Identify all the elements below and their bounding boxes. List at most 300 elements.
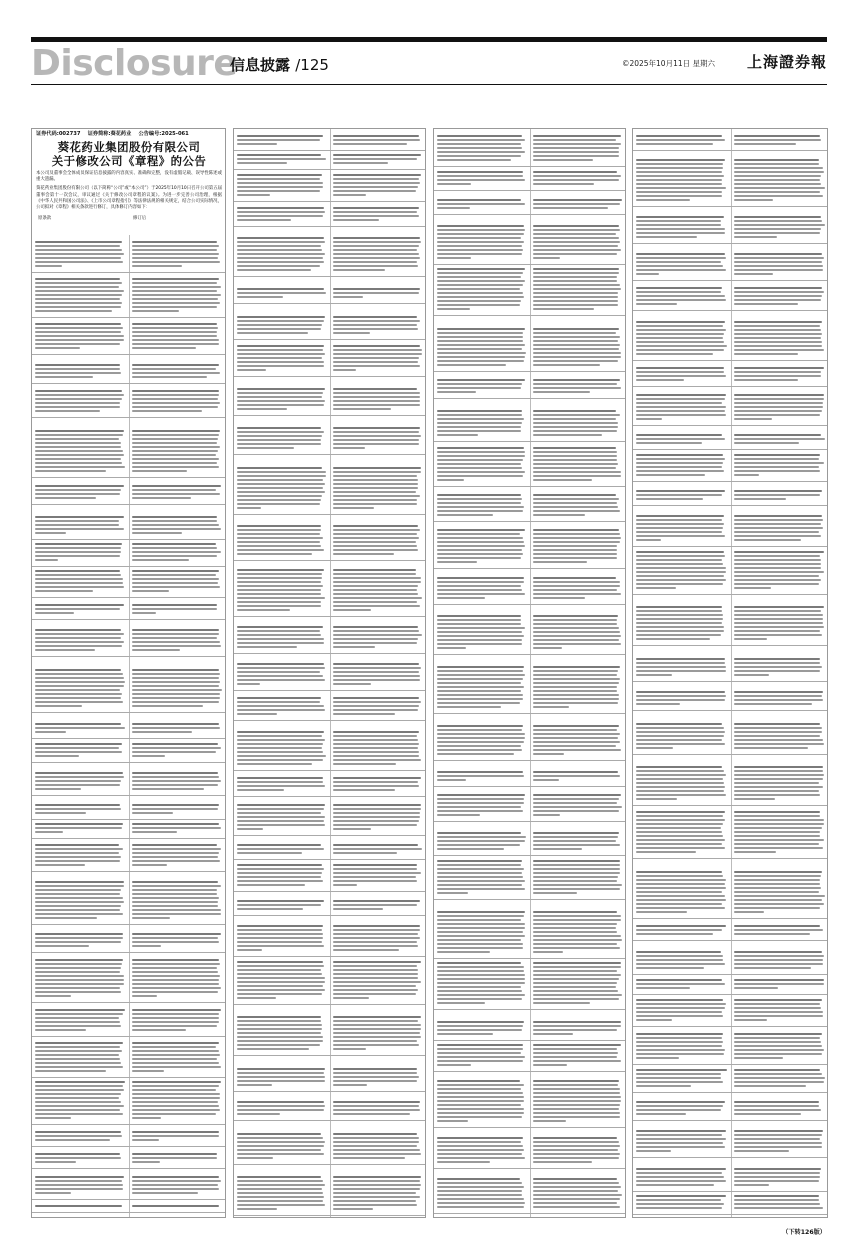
text-line — [333, 683, 371, 685]
text-line — [132, 570, 219, 572]
text-line — [132, 1153, 217, 1155]
clause-divider — [633, 360, 827, 361]
text-line — [734, 831, 820, 833]
text-line — [636, 375, 726, 377]
text-line — [437, 1029, 522, 1031]
text-line — [35, 723, 121, 725]
text-line — [734, 891, 819, 893]
text-line — [132, 1139, 159, 1141]
text-line — [35, 434, 123, 436]
text-line — [437, 589, 522, 591]
text-line — [333, 945, 418, 947]
text-line — [237, 581, 321, 583]
text-line — [734, 766, 823, 768]
text-line — [437, 627, 525, 629]
text-line — [333, 1032, 420, 1034]
text-line — [35, 555, 120, 557]
text-line — [533, 974, 621, 976]
text-line — [35, 516, 124, 518]
text-line — [533, 475, 621, 477]
text-line — [734, 333, 822, 335]
text-line — [533, 581, 620, 583]
text-line — [237, 1149, 321, 1151]
text-line — [437, 802, 524, 804]
text-line — [132, 327, 218, 329]
text-line — [437, 344, 525, 346]
text-line — [533, 328, 619, 330]
text-line — [437, 171, 523, 173]
text-line — [734, 1199, 819, 1201]
text-line — [533, 775, 620, 777]
text-line — [636, 1077, 721, 1079]
text-line — [437, 919, 521, 921]
text-line — [333, 789, 395, 791]
text-line — [35, 458, 121, 460]
text-line — [734, 1180, 819, 1182]
text-line — [333, 824, 417, 826]
text-line — [437, 880, 525, 882]
text-line — [237, 1072, 324, 1074]
text-line — [437, 994, 525, 996]
text-line — [437, 990, 522, 992]
text-line — [35, 1029, 86, 1031]
text-line — [333, 1040, 417, 1042]
text-line — [132, 394, 219, 396]
text-line — [734, 911, 764, 913]
text-line — [734, 135, 820, 137]
text-line — [636, 695, 726, 697]
text-line — [35, 831, 63, 833]
text-line — [636, 571, 726, 573]
text-line — [636, 847, 725, 849]
text-line — [35, 574, 121, 576]
text-line — [333, 933, 418, 935]
clause-divider — [234, 891, 425, 892]
text-line — [35, 1180, 122, 1182]
text-line — [132, 1085, 219, 1087]
text-line — [333, 431, 419, 433]
text-line — [533, 1149, 618, 1151]
text-line — [333, 447, 365, 449]
text-line — [333, 537, 419, 539]
text-line — [132, 604, 217, 606]
text-line — [237, 683, 260, 685]
text-line — [533, 561, 587, 563]
text-line — [636, 1138, 726, 1140]
text-line — [533, 344, 620, 346]
text-line — [333, 1068, 417, 1070]
text-line — [35, 590, 93, 592]
clause-divider — [32, 656, 225, 657]
text-line — [533, 927, 616, 929]
text-line — [734, 903, 824, 905]
text-line — [533, 639, 619, 641]
masthead — [31, 44, 827, 84]
text-line — [533, 868, 620, 870]
text-line — [237, 219, 291, 221]
announcement-intro: 本公司及董事会全体成员保证信息披露的内容真实、准确和完整，没有虚假记载、误导性陈述或重大遗漏。 — [36, 171, 222, 183]
text-line — [437, 978, 525, 980]
text-line — [437, 1084, 524, 1086]
text-line — [437, 249, 523, 251]
clause-divider — [434, 264, 625, 265]
text-line — [132, 454, 216, 456]
text-line — [237, 533, 320, 535]
text-line — [333, 345, 420, 347]
text-line — [533, 978, 619, 980]
text-line — [734, 454, 820, 456]
text-line — [237, 154, 321, 156]
text-line — [333, 785, 419, 787]
text-line — [35, 637, 121, 639]
text-line — [35, 897, 123, 899]
text-line — [734, 1037, 820, 1039]
text-line — [237, 541, 320, 543]
text-line — [333, 848, 422, 850]
text-line — [237, 1153, 324, 1155]
text-line — [636, 559, 722, 561]
text-line — [437, 585, 521, 587]
text-line — [636, 353, 713, 355]
text-line — [333, 135, 419, 137]
text-line — [437, 840, 525, 842]
text-line — [132, 881, 218, 883]
text-line — [734, 778, 823, 780]
text-line — [333, 573, 416, 575]
text-line — [437, 308, 470, 310]
clause-divider — [234, 859, 425, 860]
text-line — [636, 766, 722, 768]
text-line — [533, 1048, 617, 1050]
text-line — [533, 139, 616, 141]
text-line — [333, 601, 417, 603]
text-line — [533, 340, 618, 342]
clause-divider — [434, 371, 625, 372]
text-line — [333, 495, 420, 497]
text-line — [734, 494, 820, 496]
text-line — [533, 810, 619, 812]
text-line — [35, 402, 120, 404]
text-line — [533, 494, 616, 496]
text-line — [734, 143, 796, 145]
text-line — [35, 466, 125, 468]
text-line — [132, 310, 179, 312]
text-line — [237, 408, 287, 410]
text-line — [437, 418, 524, 420]
text-line — [132, 979, 219, 981]
text-line — [636, 291, 721, 293]
text-line — [35, 489, 121, 491]
clause-divider — [32, 566, 225, 567]
text-line — [533, 888, 620, 890]
text-line — [636, 1176, 724, 1178]
text-line — [132, 1089, 216, 1091]
text-line — [437, 179, 525, 181]
title-line-1: 葵花药业集团股份有限公司 — [57, 140, 201, 154]
text-line — [132, 649, 180, 651]
text-line — [533, 430, 617, 432]
text-line — [132, 909, 221, 911]
clause-divider — [633, 386, 827, 387]
text-line — [35, 967, 121, 969]
text-line — [533, 647, 562, 649]
text-line — [636, 257, 726, 259]
text-line — [237, 969, 321, 971]
text-line — [132, 723, 219, 725]
text-line — [636, 273, 659, 275]
text-line — [533, 840, 616, 842]
text-line — [636, 303, 677, 305]
text-line — [237, 864, 322, 866]
text-line — [237, 872, 322, 874]
text-line — [734, 622, 823, 624]
text-line — [533, 207, 608, 209]
text-line — [35, 430, 124, 432]
text-line — [533, 1100, 621, 1102]
clause-divider — [633, 681, 827, 682]
text-line — [636, 1101, 725, 1103]
text-line — [533, 943, 617, 945]
text-line — [132, 959, 219, 961]
text-line — [734, 410, 822, 412]
text-line — [132, 462, 217, 464]
clause-divider — [32, 477, 225, 478]
text-line — [734, 555, 820, 557]
text-line — [237, 431, 324, 433]
text-line — [132, 485, 221, 487]
text-line — [437, 451, 525, 453]
text-line — [734, 167, 823, 169]
text-line — [437, 771, 523, 773]
text-line — [132, 612, 156, 614]
text-line — [132, 1029, 186, 1031]
text-line — [636, 345, 727, 347]
text-line — [437, 1096, 524, 1098]
text-line — [533, 585, 620, 587]
text-line — [533, 471, 621, 473]
text-line — [132, 551, 221, 553]
clause-divider — [234, 720, 425, 721]
clause-divider — [434, 713, 625, 714]
text-line — [132, 1070, 164, 1072]
clause-divider — [633, 594, 827, 595]
text-line — [333, 353, 422, 355]
text-line — [237, 357, 322, 359]
text-line — [237, 937, 323, 939]
text-line — [533, 245, 618, 247]
text-line — [734, 1142, 822, 1144]
text-line — [636, 1045, 722, 1047]
text-line — [636, 743, 725, 745]
text-line — [636, 1015, 723, 1017]
text-line — [533, 463, 618, 465]
column-2 — [233, 128, 426, 1218]
text-line — [237, 211, 325, 213]
text-line — [237, 249, 322, 251]
text-line — [636, 747, 673, 749]
text-line — [636, 1033, 723, 1035]
text-line — [636, 955, 723, 957]
text-line — [636, 798, 677, 800]
text-line — [734, 735, 820, 737]
text-line — [333, 605, 420, 607]
text-line — [533, 455, 617, 457]
text-line — [636, 1109, 721, 1111]
clause-divider — [32, 1168, 225, 1169]
text-line — [636, 551, 724, 553]
text-line — [35, 394, 124, 396]
text-line — [437, 280, 525, 282]
text-line — [533, 348, 619, 350]
clause-divider — [32, 795, 225, 796]
text-line — [333, 1048, 366, 1050]
text-line — [533, 1060, 621, 1062]
text-line — [636, 839, 725, 841]
text-line — [237, 1188, 322, 1190]
text-line — [333, 981, 421, 983]
text-line — [636, 951, 721, 953]
text-line — [333, 288, 420, 290]
text-line — [734, 195, 823, 197]
text-line — [35, 582, 123, 584]
clause-divider — [434, 604, 625, 605]
text-line — [636, 883, 725, 885]
disclosure-logo: Disclosure — [31, 43, 238, 84]
text-line — [734, 662, 820, 664]
text-line — [437, 494, 521, 496]
text-line — [636, 1134, 722, 1136]
text-line — [533, 682, 619, 684]
text-line — [533, 627, 619, 629]
text-line — [237, 731, 324, 733]
text-line — [437, 498, 522, 500]
text-line — [437, 635, 524, 637]
text-line — [437, 1202, 525, 1204]
text-line — [636, 662, 725, 664]
text-line — [35, 629, 121, 631]
text-line — [132, 913, 221, 915]
clause-divider — [32, 1199, 225, 1200]
text-line — [333, 1072, 417, 1074]
clause-divider — [633, 150, 827, 151]
text-line — [237, 1076, 325, 1078]
clause-divider — [633, 1191, 827, 1192]
text-line — [35, 901, 124, 903]
text-line — [35, 520, 119, 522]
text-line — [333, 533, 417, 535]
text-line — [333, 427, 420, 429]
text-line — [636, 527, 723, 529]
text-line — [35, 701, 123, 703]
text-line — [734, 187, 825, 189]
text-line — [734, 299, 821, 301]
text-line — [333, 324, 417, 326]
text-line — [533, 623, 617, 625]
text-line — [237, 253, 325, 255]
text-line — [734, 955, 824, 957]
text-line — [35, 804, 120, 806]
text-line — [437, 911, 525, 913]
text-line — [437, 147, 522, 149]
text-line — [636, 879, 726, 881]
text-line — [333, 320, 420, 322]
text-line — [132, 559, 189, 561]
text-line — [333, 1184, 421, 1186]
text-line — [734, 236, 777, 238]
text-line — [333, 581, 421, 583]
text-line — [333, 503, 417, 505]
text-line — [636, 811, 725, 813]
continued-note: （下转126版） — [782, 1229, 826, 1236]
text-line — [636, 658, 725, 660]
clause-divider — [434, 398, 625, 399]
text-line — [533, 304, 618, 306]
text-line — [333, 820, 419, 822]
text-line — [533, 1116, 620, 1118]
text-line — [333, 1044, 419, 1046]
text-line — [237, 349, 323, 351]
text-line — [132, 1046, 216, 1048]
text-line — [734, 1057, 783, 1059]
text-line — [533, 506, 618, 508]
text-line — [636, 979, 722, 981]
text-line — [533, 1108, 619, 1110]
text-line — [333, 1133, 417, 1135]
text-line — [132, 282, 217, 284]
text-line — [237, 1024, 322, 1026]
text-line — [35, 261, 123, 263]
text-line — [333, 296, 363, 298]
text-line — [333, 553, 394, 555]
text-line — [35, 1046, 120, 1048]
issue-date: ©2025年10月11日 星期六 — [621, 59, 715, 68]
text-line — [35, 987, 120, 989]
text-line — [237, 945, 324, 947]
text-line — [35, 971, 120, 973]
text-line — [237, 601, 321, 603]
text-line — [237, 404, 324, 406]
text-line — [132, 331, 217, 333]
text-line — [237, 537, 323, 539]
text-line — [437, 272, 523, 274]
text-line — [636, 295, 725, 297]
clause-divider — [633, 449, 827, 450]
text-line — [734, 666, 822, 668]
text-line — [734, 1045, 822, 1047]
text-line — [132, 249, 217, 251]
text-line — [237, 396, 322, 398]
text-line — [437, 207, 470, 209]
text-line — [237, 593, 321, 595]
text-line — [437, 426, 521, 428]
text-line — [437, 694, 523, 696]
text-line — [533, 143, 621, 145]
text-line — [533, 383, 617, 385]
text-line — [533, 308, 594, 310]
text-line — [237, 808, 324, 810]
text-line — [333, 435, 421, 437]
text-line — [132, 987, 221, 989]
text-line — [437, 1112, 524, 1114]
text-line — [237, 904, 321, 906]
text-line — [533, 678, 620, 680]
text-line — [237, 471, 326, 473]
clause-divider — [32, 838, 225, 839]
text-line — [734, 183, 821, 185]
clause-divider — [234, 1091, 425, 1092]
text-line — [533, 729, 617, 731]
text-line — [333, 332, 370, 334]
